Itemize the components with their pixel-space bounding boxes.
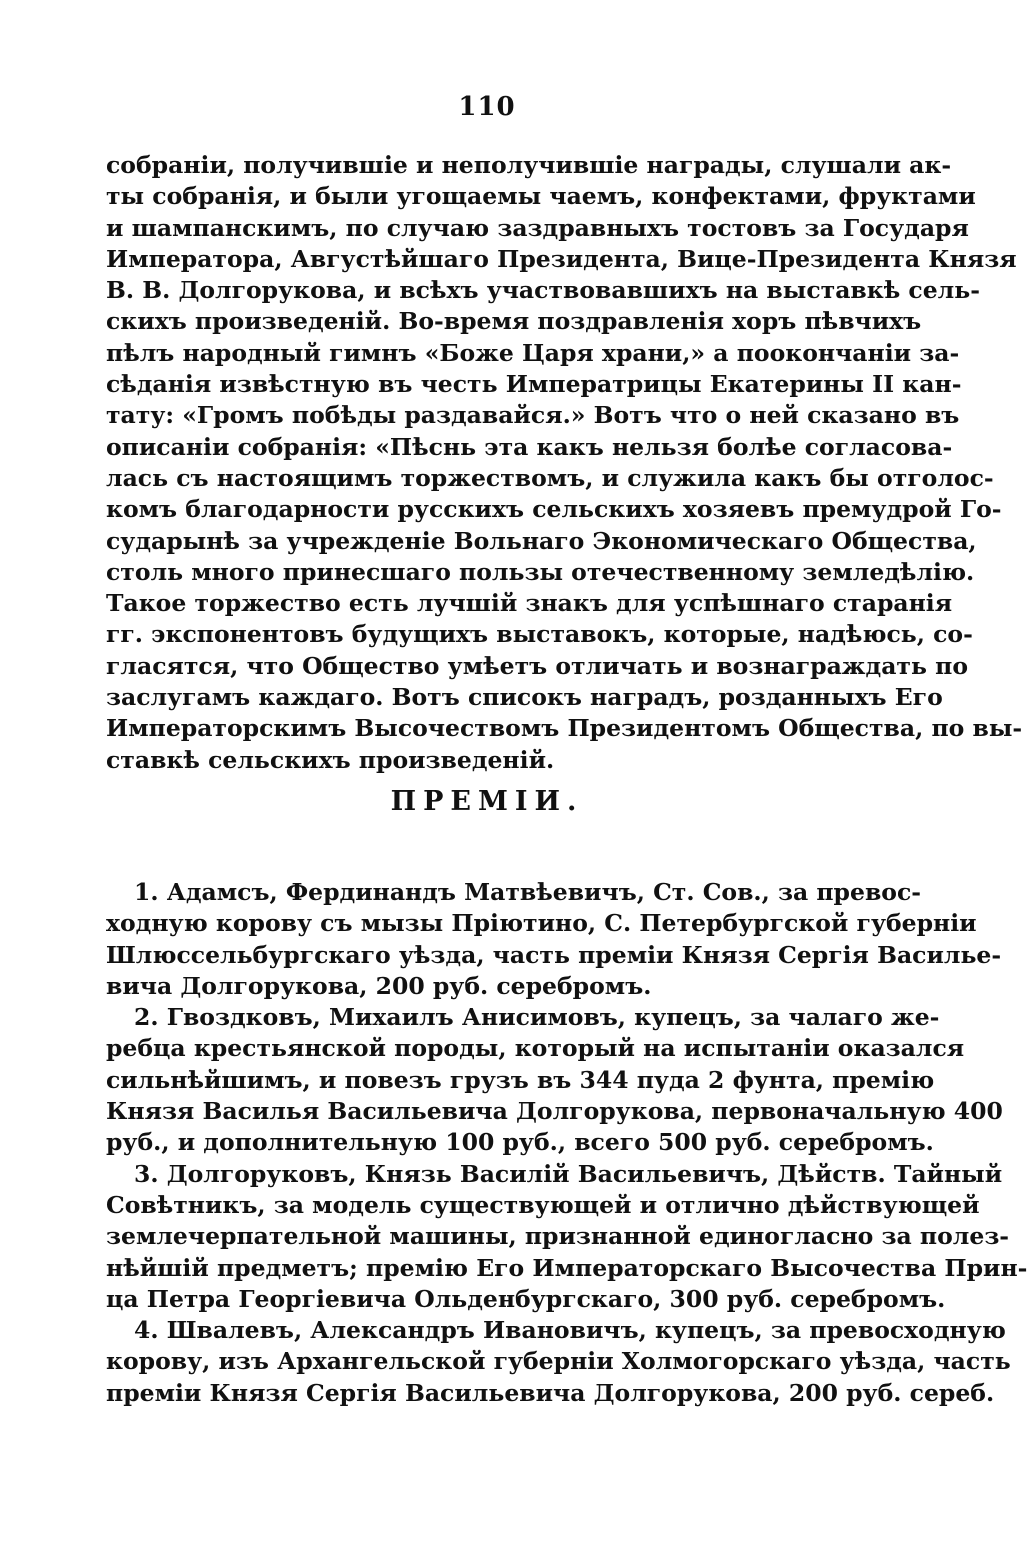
text-line: гласятся, что Общество умѣетъ отличать и вознаграждать по: [106, 651, 968, 680]
award-item-3-line: Совѣтникъ, за модель существующей и отлично дѣйствующей: [106, 1190, 980, 1219]
text-line: заслугамъ каждаго. Вотъ списокъ наградъ, розданныхъ Его: [106, 683, 943, 712]
text-line: описаніи собранія: «Пѣснь эта какъ нельзя болѣе согласова-: [106, 432, 953, 461]
award-item-3-line: 3. Долгоруковъ, Князь Василій Васильевичъ, Дѣйств. Тайный: [134, 1159, 1003, 1188]
text-line: комъ благодарности русскихъ сельскихъ хозяевъ премудрой Го-: [106, 495, 1002, 524]
award-item-4-line: корову, изъ Архангельской губерніи Холмогорскаго уѣзда, часть: [106, 1347, 1011, 1376]
text-line: и шампанскимъ, по случаю заздравныхъ тостовъ за Государя: [106, 213, 969, 242]
award-item-1-line: Шлюссельбургскаго уѣзда, часть преміи Князя Сергія Василье-: [106, 940, 1002, 969]
text-line: тату: «Громъ побѣды раздавайся.» Вотъ что о ней сказано въ: [106, 401, 960, 430]
text-line: ставкѣ сельскихъ произведеній.: [106, 745, 555, 774]
award-item-2-line: 2. Гвоздковъ, Михаилъ Анисимовъ, купецъ, за чалаго же-: [134, 1003, 940, 1032]
text-line: лась съ настоящимъ торжествомъ, и служила какъ бы отголос-: [106, 463, 994, 492]
intro-paragraph: [106, 150, 1023, 776]
text-line: гг. экспонентовъ будущихъ выставокъ, которые, надѣюсь, со-: [106, 620, 973, 649]
text-line: сѣданія извѣстную въ честь Императрицы Екатерины II кан-: [106, 370, 962, 399]
section-heading: ПРЕМІИ.: [390, 786, 584, 817]
text-line: ты собранія, и были угощаемы чаемъ, конфектами, фруктами: [106, 182, 976, 211]
awards-list: [106, 877, 1027, 1409]
text-line: Императора, Августѣйшаго Президента, Вице-Президента Князя: [106, 244, 1017, 273]
page-number: 110: [458, 92, 516, 122]
award-item-3-line: ца Петра Георгіевича Ольденбургскаго, 300 руб. серебромъ.: [106, 1284, 946, 1313]
award-item-3-line: землечерпательной машины, признанной единогласно за полез-: [106, 1222, 1010, 1251]
award-item-2-line: ребца крестьянской породы, который на испытаніи оказался: [106, 1034, 965, 1063]
text-line: Императорскимъ Высочествомъ Президентомъ Общества, по вы-: [106, 714, 1023, 743]
text-line: столь много принесшаго пользы отечественному земледѣлію.: [106, 557, 975, 586]
text-line: собраніи, получившіе и неполучившіе награды, слушали ак-: [106, 151, 952, 179]
award-item-2-line: Князя Василья Васильевича Долгорукова, первоначальную 400: [106, 1097, 1003, 1126]
award-item-3-line: нѣйшій предметъ; премію Его Императорскаго Высочества Прин-: [106, 1253, 1027, 1282]
text-line: В. В. Долгорукова, и всѣхъ участвовавшихъ на выставкѣ сель-: [106, 276, 980, 305]
award-item-1-line: вича Долгорукова, 200 руб. серебромъ.: [106, 971, 652, 1000]
text-line: сударынѣ за учрежденіе Вольнаго Экономическаго Общества,: [106, 526, 977, 555]
text-line: скихъ произведеній. Во-время поздравленія хоръ пѣвчихъ: [106, 307, 922, 336]
award-item-2-line: руб., и дополнительную 100 руб., всего 500 руб. серебромъ.: [106, 1128, 934, 1157]
award-item-2-line: сильнѣйшимъ, и повезъ грузъ въ 344 пуда 2 фунта, премію: [106, 1065, 935, 1094]
text-line: пѣлъ народный гимнъ «Боже Царя храни,» а поокончаніи за-: [106, 338, 960, 367]
award-item-1-line: 1. Адамсъ, Фердинандъ Матвѣевичъ, Ст. Сов., за превос-: [134, 878, 922, 906]
award-item-4-line: 4. Швалевъ, Александръ Ивановичъ, купецъ, за превосходную: [134, 1316, 1006, 1345]
text-line: Такое торжество есть лучшій знакъ для успѣшнаго старанія: [106, 589, 953, 618]
award-item-4-line: преміи Князя Сергія Васильевича Долгорукова, 200 руб. сереб.: [106, 1378, 995, 1407]
award-item-1-line: ходную корову съ мызы Пріютино, С. Петербургской губерніи: [106, 909, 977, 938]
